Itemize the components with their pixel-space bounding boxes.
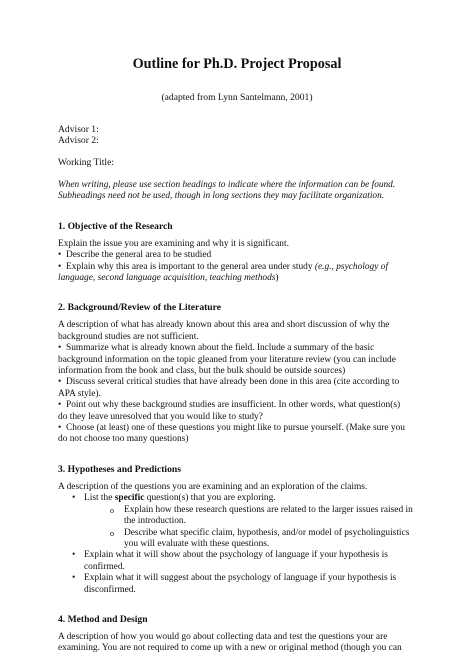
- section-2-bullet-3-line-2: do they leave unresolved that you would like to study?: [58, 411, 263, 422]
- bullet-icon: •: [72, 493, 76, 504]
- section-3-subbullet-1-line-2: the introduction.: [124, 516, 186, 527]
- section-2-bullet-1: • Summarize what is already known about the field. Include a summary of the basic: [58, 343, 375, 354]
- instruction-note-line-1: When writing, please use section headings to indicate where the information can be found.: [58, 179, 396, 190]
- section-1-bullet-2: • Explain why this area is important to the general area under study (e.g., psychology of: [58, 261, 389, 272]
- advisor-2-label: Advisor 2:: [58, 135, 99, 147]
- section-3-subbullet-2: o Describe what specific claim, hypothesis, and/or model of psycholinguistics: [110, 527, 410, 538]
- section-2-heading: 2. Background/Review of the Literature: [58, 302, 221, 314]
- section-2-bullet-4-line-2: do not choose too many questions): [58, 434, 189, 445]
- section-4-heading: 4. Method and Design: [58, 613, 148, 625]
- section-1-bullet-2-cont: language, second language acquisition, teaching methods): [58, 273, 279, 284]
- section-4-intro-line-2: examining. You are not required to come up with a new or original method (though you can: [58, 643, 402, 654]
- bullet-icon: •: [58, 343, 62, 354]
- section-1-bullet-1: • Describe the general area to be studied: [58, 250, 212, 261]
- section-2-bullet-1-line-3: information from the book and class, but the bulk should be outside sources): [58, 366, 346, 377]
- instruction-note-line-2: Subheadings need not be used, though in long sections they may facilitate organization.: [58, 191, 385, 202]
- bullet-icon: •: [58, 377, 62, 388]
- section-2-intro-line-2: background studies are not sufficient.: [58, 331, 199, 342]
- section-3-bullet-1: • List the specific question(s) that you are exploring.: [72, 493, 276, 504]
- advisor-1-label: Advisor 1:: [58, 124, 99, 135]
- section-4-intro-line-1: A description of how you would go about collecting data and test the questions your are: [58, 631, 388, 642]
- bullet-icon: •: [58, 400, 62, 411]
- section-1-heading: 1. Objective of the Research: [58, 220, 173, 232]
- working-title-label: Working Title:: [58, 157, 115, 169]
- section-1-intro: Explain the issue you are examining and why it is significant.: [58, 238, 289, 249]
- section-3-bullet-3-line-2: disconfirmed.: [84, 584, 136, 595]
- section-3-bullet-2: • Explain what it will show about the psychology of language if your hypothesis is: [72, 550, 388, 561]
- section-3-heading: 3. Hypotheses and Predictions: [58, 463, 181, 475]
- section-2-intro-line-1: A description of what has already known about this area and short discussion of why the: [58, 320, 390, 331]
- bullet-icon: •: [72, 573, 76, 584]
- section-2-bullet-3: • Point out why these background studies are insufficient. In other words, what question(s): [58, 400, 401, 411]
- bullet-icon: •: [72, 550, 76, 561]
- bullet-icon: •: [58, 250, 62, 261]
- document-title: Outline for Ph.D. Project Proposal: [132, 56, 342, 72]
- section-3-bullet-3: • Explain what it will suggest about the psychology of language if your hypothesis is: [72, 573, 397, 584]
- section-3-subbullet-2-line-2: you will evaluate with these questions.: [124, 538, 270, 549]
- section-2-bullet-1-line-2: background information on the topic gleaned from your literature review (you can include: [58, 354, 396, 365]
- circle-bullet-icon: o: [110, 505, 114, 515]
- section-2-bullet-4: • Choose (at least) one of these questions you might like to pursue yourself. (Make sure you: [58, 423, 405, 434]
- section-3-intro: A description of the questions you are examining and an exploration of the claims.: [58, 481, 368, 492]
- circle-bullet-icon: o: [110, 528, 114, 538]
- section-2-bullet-2: • Discuss several critical studies that have already been done in this area (cite according to: [58, 377, 400, 388]
- section-3-bullet-2-line-2: confirmed.: [84, 561, 125, 572]
- section-2-bullet-2-line-2: APA style).: [58, 388, 101, 399]
- section-3-subbullet-1: o Explain how these research questions are related to the larger issues raised in: [110, 504, 413, 515]
- bullet-icon: •: [58, 261, 62, 272]
- document-subtitle: (adapted from Lynn Santelmann, 2001): [161, 92, 313, 103]
- bullet-icon: •: [58, 423, 62, 434]
